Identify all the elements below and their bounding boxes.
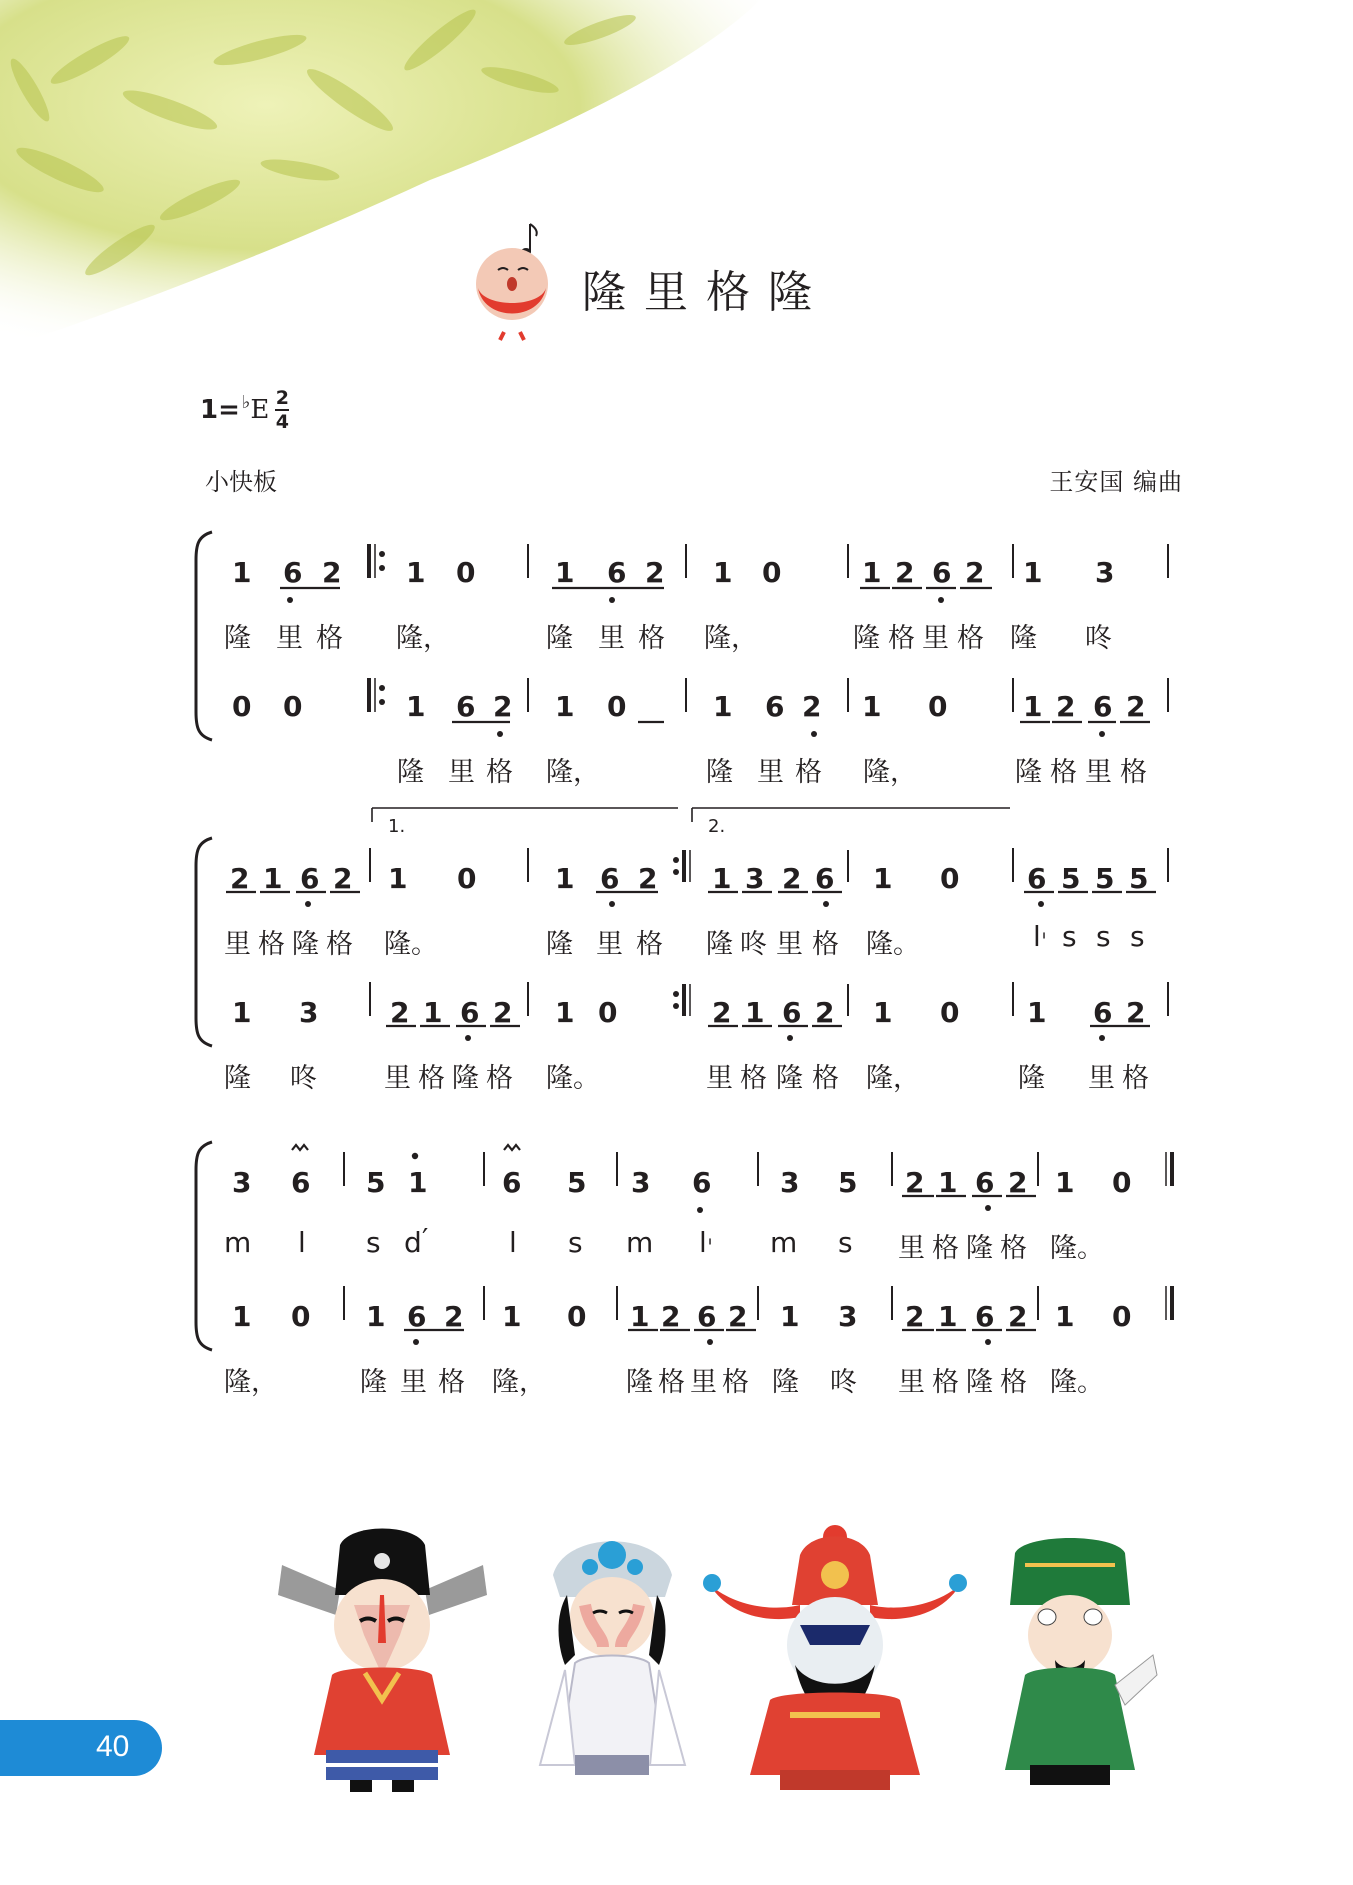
note: 6 [975,1300,995,1333]
note: 2 [905,1300,925,1333]
repeat-dot [673,857,679,863]
note: 1 [630,1300,650,1333]
lyric: 隆， [866,1063,920,1094]
solfege: s [1130,920,1145,953]
lyric: 格 [316,623,343,654]
note: 0 [456,556,476,589]
note: 6 [407,1300,427,1333]
octave-dot [465,1035,471,1041]
note: 1 [873,862,893,895]
note: 1 [1023,556,1043,589]
note: 1 [366,1300,386,1333]
note: 3 [299,996,319,1029]
note: 3 [232,1166,252,1199]
note: 3 [780,1166,800,1199]
note: 2 [815,996,835,1029]
note: 2 [390,996,410,1029]
note: 6 [697,1300,717,1333]
lyric: 隆 [626,1367,653,1398]
solfege: l [298,1226,306,1259]
note: 2 [322,556,342,589]
lyric: 隆 [224,623,251,654]
lyric: 格 [486,1063,513,1094]
lyric: 格 [740,1063,767,1094]
note: 6 [291,1166,311,1199]
repeat-dot [379,699,385,705]
note: 1 [862,556,882,589]
octave-dot [707,1339,713,1345]
lyric: 隆， [546,757,600,788]
lyric: 隆 [397,757,424,788]
repeat-dot [379,565,385,571]
mordent-mark [504,1145,520,1150]
lyric: 里 [706,1063,733,1094]
note: 2 [230,862,250,895]
note: 6 [502,1166,522,1199]
lyric: 隆 [853,623,880,654]
octave-dot [497,731,503,737]
note: 2 [444,1300,464,1333]
note: 2 [1008,1166,1028,1199]
note: 6 [1093,996,1113,1029]
lyric: 里 [1085,757,1112,788]
octave-dot [413,1339,419,1345]
note: 1 [713,556,733,589]
note: 0 [928,690,948,723]
note: 2 [782,862,802,895]
lyric: 隆。 [384,929,438,960]
lyric: 里 [1088,1063,1115,1094]
note: 6 [283,556,303,589]
lyric: 格 [658,1367,685,1398]
opera-general-figure [700,1525,970,1795]
note: 2 [645,556,665,589]
lyric: 隆。 [1050,1367,1104,1398]
lyric: 里 [596,929,623,960]
lyric: 里 [690,1367,717,1398]
note: 2 [661,1300,681,1333]
meter-bottom: 4 [275,411,289,433]
note: 1 [712,862,732,895]
note: 6 [300,862,320,895]
lyric: 隆 [1015,757,1042,788]
page-title: 隆里格隆 [582,267,830,318]
opera-elder-figure [985,1535,1160,1795]
note: 3 [838,1300,858,1333]
note: 5 [1095,862,1115,895]
repeat-dot [673,1003,679,1009]
lyric: 隆 [360,1367,387,1398]
note: 0 [567,1300,587,1333]
solfege: m [626,1226,654,1259]
note: 1 [555,996,575,1029]
octave-dot [609,597,615,603]
octave-dot [1038,901,1044,907]
note: 1 [423,996,443,1029]
note: 5 [567,1166,587,1199]
high-octave-dot [412,1153,418,1159]
tempo-marking: 小快板 [205,468,277,496]
note: 2 [493,690,513,723]
lyric: 里 [598,623,625,654]
note: 3 [745,862,765,895]
note: 2 [1126,690,1146,723]
lyric: 隆 [546,929,573,960]
lyric: 隆， [704,623,758,654]
lyric: 咚 [830,1367,857,1398]
octave-dot [787,1035,793,1041]
lyric: 格 [438,1367,465,1398]
lyric: 里 [922,623,949,654]
opera-lady-figure [535,1535,690,1795]
solfege-mark: ˌ [1041,916,1048,941]
key-one-equals: 1= [200,395,240,425]
note: 1 [938,1300,958,1333]
note: 0 [940,996,960,1029]
note: 6 [815,862,835,895]
solfege: l [1033,920,1041,953]
note: 1 [1055,1166,1075,1199]
lyric: 隆。 [866,929,920,960]
lyric: 隆 [706,929,733,960]
lyric: 格 [1120,757,1147,788]
lyric: 隆 [1018,1063,1045,1094]
note: 3 [1095,556,1115,589]
lyric: 里 [898,1233,925,1264]
note: 2 [905,1166,925,1199]
lyric: 隆 [452,1063,479,1094]
meter-top: 2 [275,387,289,409]
note: 0 [283,690,303,723]
note: 2 [802,690,822,723]
lyric: 隆 [224,1063,251,1094]
lyric: 格 [326,929,353,960]
solfege: s [568,1226,583,1259]
note: 1 [745,996,765,1029]
note: 6 [600,862,620,895]
solfege: d [404,1226,422,1259]
note: 6 [692,1166,712,1199]
note: 5 [1129,862,1149,895]
lyric: 隆 [546,623,573,654]
note: 5 [366,1166,386,1199]
note: 6 [932,556,952,589]
volta-second-ending: 2. [708,816,726,837]
lyric: 格 [486,757,513,788]
flat-sign: ♭ [241,391,251,413]
lyric: 格 [636,929,663,960]
lyric: 格 [1050,757,1077,788]
lyric: 里 [448,757,475,788]
lyric: 隆 [706,757,733,788]
note: 6 [782,996,802,1029]
note: 1 [408,1166,428,1199]
octave-dot [823,901,829,907]
note: 6 [460,996,480,1029]
lyric: 格 [258,929,285,960]
lyric: 格 [812,929,839,960]
note: 2 [712,996,732,1029]
note: 2 [965,556,985,589]
lyric: 里 [384,1063,411,1094]
note: 1 [1055,1300,1075,1333]
note: 2 [895,556,915,589]
note: 0 [598,996,618,1029]
note: 2 [333,862,353,895]
lyric: 隆 [772,1367,799,1398]
note: 1 [232,1300,252,1333]
note: 1 [555,556,575,589]
note: 0 [457,862,477,895]
volta-first-ending: 1. [388,816,406,837]
lyric: 隆。 [546,1063,600,1094]
note: 0 [1112,1300,1132,1333]
lyric: 格 [638,623,665,654]
lyric: 隆。 [1050,1233,1104,1264]
note: 1 [555,862,575,895]
lyric: 里 [224,929,251,960]
octave-dot [287,597,293,603]
note: 1 [406,556,426,589]
lyric: 里 [757,757,784,788]
lyric: 隆 [292,929,319,960]
opera-scholar-figure [270,1525,495,1795]
lyric: 格 [888,623,915,654]
key-letter: E [250,395,270,425]
note: 1 [1023,690,1043,723]
note: 1 [713,690,733,723]
page-number: 40 [96,1730,130,1763]
lyric: 格 [957,623,984,654]
octave-dot [697,1207,703,1213]
note: 1 [862,690,882,723]
note: 2 [728,1300,748,1333]
lyric: 格 [932,1367,959,1398]
solfege: m [770,1226,798,1259]
lyric: 里 [776,929,803,960]
lyric: 隆， [492,1367,546,1398]
octave-dot [985,1205,991,1211]
octave-dot [1099,1035,1105,1041]
lyric: 里 [898,1367,925,1398]
note: 5 [1061,862,1081,895]
lyric: 隆 [776,1063,803,1094]
solfege: l [699,1226,707,1259]
lyric: 隆， [863,757,917,788]
note: 1 [555,690,575,723]
note: 6 [1093,690,1113,723]
note: 1 [502,1300,522,1333]
lyric: 格 [418,1063,445,1094]
solfege: s [366,1226,381,1259]
note: 0 [291,1300,311,1333]
lyric: 隆， [224,1367,278,1398]
note: 6 [607,556,627,589]
lyric: 咚 [740,929,767,960]
repeat-dot [379,685,385,691]
composer-credit: 王安国 编曲 [1049,468,1183,496]
lyric: 格 [812,1063,839,1094]
solfege-mark: ˌ [707,1222,714,1247]
lyric: 里 [276,623,303,654]
note: 2 [1056,690,1076,723]
note: 1 [388,862,408,895]
lyric: 里 [400,1367,427,1398]
note: 1 [232,556,252,589]
lyric: 咚 [1085,623,1112,654]
lyric: 隆 [966,1367,993,1398]
lyric: 隆 [1010,623,1037,654]
note: 1 [780,1300,800,1333]
lyric: 格 [795,757,822,788]
note: 2 [1008,1300,1028,1333]
note: 6 [1027,862,1047,895]
octave-dot [305,901,311,907]
repeat-dot [673,869,679,875]
lyric: 格 [1122,1063,1149,1094]
octave-dot [938,597,944,603]
note: 6 [765,690,785,723]
repeat-dot [379,551,385,557]
note: 3 [631,1166,651,1199]
solfege: s [1096,920,1111,953]
lyric: 格 [1000,1367,1027,1398]
octave-dot [985,1339,991,1345]
lyric: 咚 [290,1063,317,1094]
note: 5 [838,1166,858,1199]
page-number-tab [0,1720,162,1776]
solfege: s [838,1226,853,1259]
note: 1 [406,690,426,723]
note: 2 [493,996,513,1029]
solfege-mark: ′ [422,1222,429,1255]
lyric: 隆， [396,623,450,654]
octave-dot [1099,731,1105,737]
note: 1 [232,996,252,1029]
note: 0 [232,690,252,723]
octave-dot [609,901,615,907]
note: 1 [938,1166,958,1199]
note: 2 [638,862,658,895]
solfege: s [1062,920,1077,953]
lyric: 格 [1000,1233,1027,1264]
note: 6 [975,1166,995,1199]
note: 6 [456,690,476,723]
note: 0 [940,862,960,895]
note: 1 [873,996,893,1029]
solfege: m [224,1226,252,1259]
repeat-dot [673,991,679,997]
lyric: 格 [722,1367,749,1398]
note: 0 [607,690,627,723]
mordent-mark [292,1145,308,1150]
note: 1 [263,862,283,895]
lyric: 格 [932,1233,959,1264]
note: 0 [762,556,782,589]
solfege: l [509,1226,517,1259]
octave-dot [811,731,817,737]
note: 0 [1112,1166,1132,1199]
note: 2 [1126,996,1146,1029]
note: 1 [1027,996,1047,1029]
lyric: 隆 [966,1233,993,1264]
